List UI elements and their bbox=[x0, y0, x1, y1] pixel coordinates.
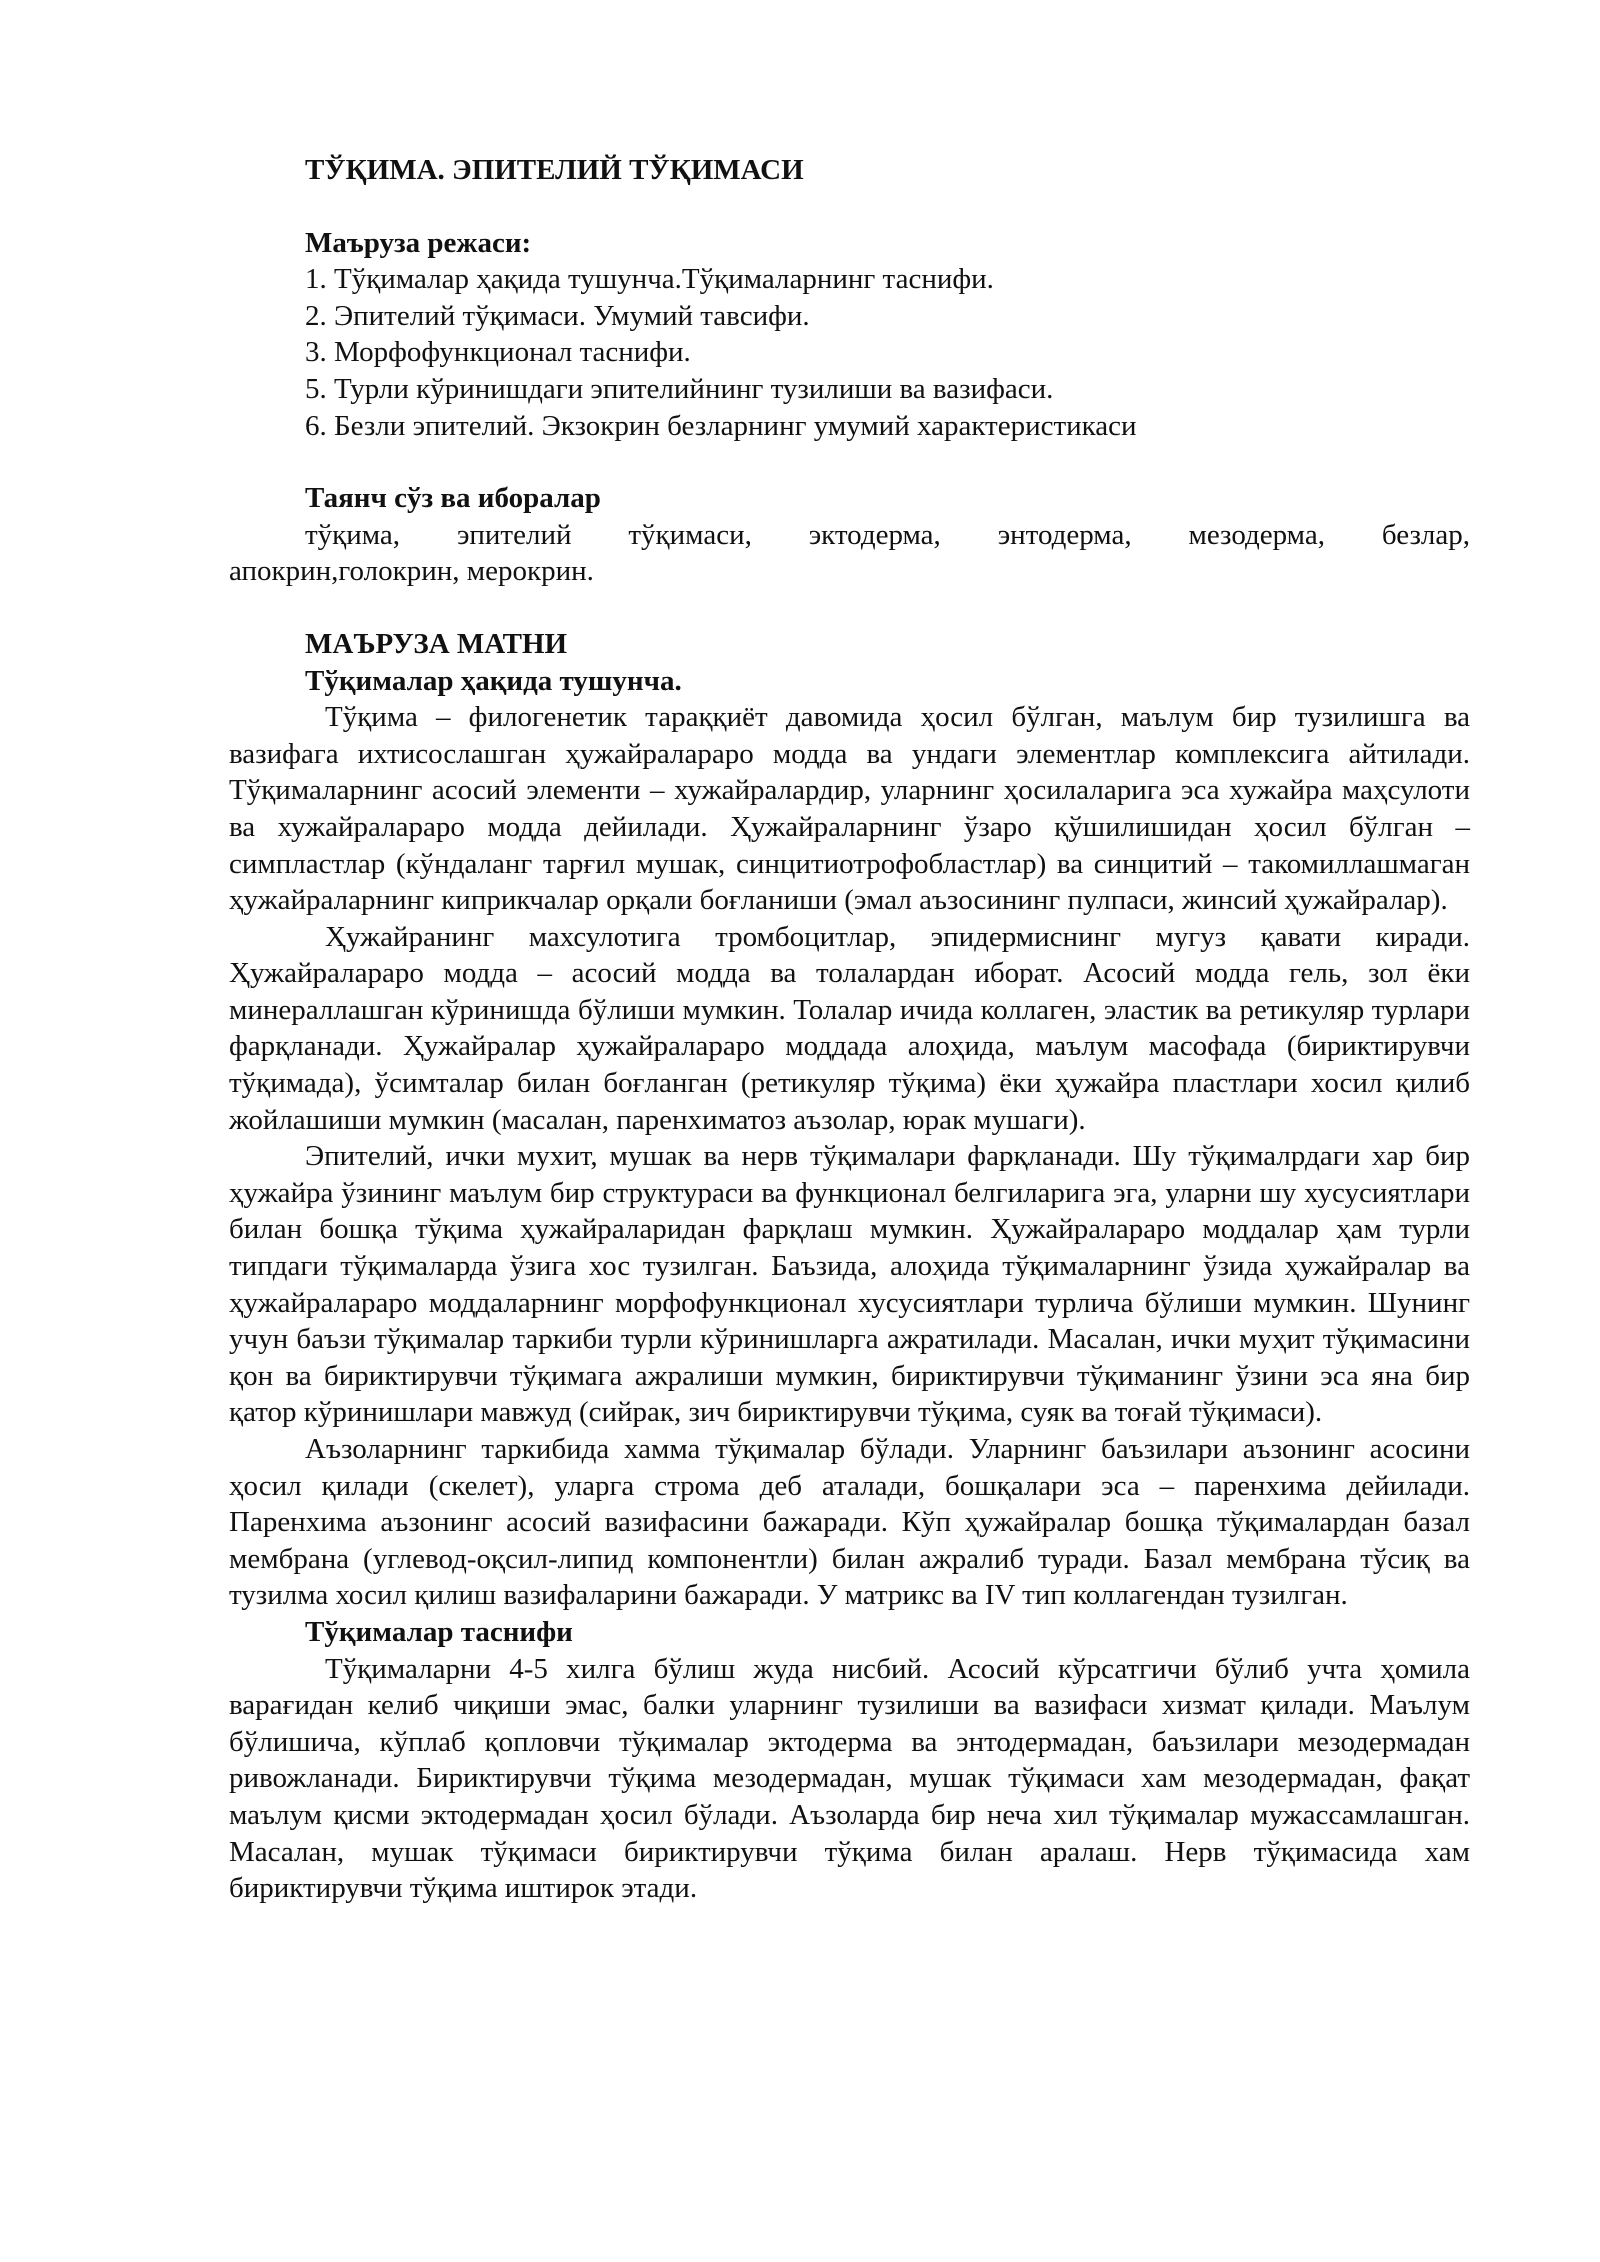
keywords-line-continued: апокрин,голокрин, мерокрин. bbox=[229, 555, 594, 588]
section-heading: Тўқималар ҳақида тушунча. bbox=[305, 664, 682, 697]
body-paragraph: Аъзоларнинг таркибида хамма тўқималар бўлади. Уларнинг баъзилари аъзонинг асосини ҳосил қилади (скелет), уларга строма деб аталади, бошқалари эса – паренхима дейилади. Паренхима аъзонинг асосий вазифасини бажаради. Кўп ҳужайралар бошқа тўқималардан базал мембрана (углевод-оқсил-липид компонентли) билан ажралиб туради. Базал мембрана тўсиқ ва тузилма хосил қилиш вазифаларини бажаради. У матрикс ва IV тип коллагендан тузилган. bbox=[229, 1433, 1470, 1612]
keywords-heading: Таянч сўз ва иборалар bbox=[305, 482, 601, 515]
body-paragraph: Тўқималарни 4-5 хилга бўлиш жуда нисбий. Асосий кўрсатгичи бўлиб учта ҳомила варағидан келиб чиқиши эмас, балки уларнинг тузилиши ва вазифаси хизмат қилади. Маълум бўлишича, кўплаб қопловчи тўқималар эктодерма ва энтодермадан, баъзилари мезодермадан ривожланади. Бириктирувчи тўқима мезодермадан, мушак тўқимаси хам мезодермадан, фақат маълум қисми эктодермадан ҳосил бўлади. Аъзоларда бир неча хил тўқималар мужассамлашган. Масалан, мушак тўқимаси бириктирувчи тўқима билан аралаш. Нерв тўқимасида хам бириктирувчи тўқима иштирок этади. bbox=[229, 1652, 1470, 1905]
plan-item: 5. Турли кўринишдаги эпителийнинг тузилиши ва вазифаси. bbox=[305, 372, 1054, 405]
plan-item: 2. Эпителий тўқимаси. Умумий тавсифи. bbox=[305, 299, 810, 332]
plan-item: 3. Морфофункционал таснифи. bbox=[305, 336, 691, 369]
document-title: ТЎҚИМА. ЭПИТЕЛИЙ ТЎҚИМАСИ bbox=[305, 154, 804, 186]
document-page bbox=[229, 140, 1470, 1907]
plan-item: 1. Тўқималар ҳақида тушунча.Тўқималарнинг таснифи. bbox=[305, 263, 994, 296]
keywords-line: тўқима, эпителий тўқимаси, эктодерма, энтодерма, мезодерма, безлар, bbox=[305, 518, 1470, 551]
plan-list bbox=[229, 261, 1470, 444]
body-paragraph: Тўқима – филогенетик тараққиёт давомида ҳосил бўлган, маълум бир тузилишга ва вазифага ихтисослашган ҳужайралараро модда ва ундаги элементлар комплексига айтилади. Тўқималарнинг асосий элементи – хужайралардир, уларнинг ҳосилаларига эса хужайра маҳсулоти ва хужайралараро модда дейилади. Ҳужайраларнинг ўзаро қўшилишидан ҳосил бўлган – симпластлар (кўндаланг тарғил мушак, синцитиотрофобластлар) ва синцитий – такомиллашмаган ҳужайраларнинг киприкчалар орқали боғланиши (эмал аъзосининг пулпаси, жинсий ҳужайралар). bbox=[229, 701, 1470, 917]
plan-heading: Маъруза режаси: bbox=[305, 226, 532, 259]
lecture-heading: МАЪРУЗА МАТНИ bbox=[305, 627, 568, 660]
section-heading: Тўқималар таснифи bbox=[305, 1615, 573, 1648]
body-paragraph: Эпителий, ички мухит, мушак ва нерв тўқималари фарқланади. Шу тўқималрдаги хар бир ҳужайра ўзининг маълум бир структураси ва функционал белгиларига эга, уларни шу хусусиятлари билан бошқа тўқима ҳужайраларидан фарқлаш мумкин. Ҳужайралараро моддалар ҳам турли типдаги тўқималарда ўзига хос тузилган. Баъзида, алоҳида тўқималарнинг ўзида ҳужайралар ва ҳужайралараро моддаларнинг морфофункционал хусусиятлари турлича бўлиши мумкин. Шунинг учун баъзи тўқималар таркиби турли кўринишларга ажратилади. Масалан, ички муҳит тўқимасини қон ва бириктирувчи тўқимага ажралиши мумкин, бириктирувчи тўқиманинг ўзини эса яна бир қатор кўринишлари мавжуд (сийрак, зич бириктирувчи тўқима, суяк ва тоғай тўқимаси). bbox=[229, 1140, 1470, 1429]
section-spacer bbox=[229, 590, 1470, 626]
plan-item: 6. Безли эпителий. Экзокрин безларнинг умумий характеристикаси bbox=[305, 409, 1137, 442]
body-paragraph: Ҳужайранинг махсулотига тромбоцитлар, эпидермиснинг мугуз қавати киради. Ҳужайралараро модда – асосий модда ва толалардан иборат. Асосий модда гель, зол ёки минераллашган кўринишда бўлиши мумкин. Толалар ичида коллаген, эластик ва ретикуляр турлари фарқланади. Ҳужайралар ҳужайралараро моддада алоҳида, маълум масофада (бириктирувчи тўқимада), ўсимталар билан боғланган (ретикуляр тўқима) ёки ҳужайра пластлари хосил қилиб жойлашиши мумкин (масалан, паренхиматоз аъзолар, юрак мушаги). bbox=[229, 920, 1470, 1136]
section-spacer bbox=[229, 444, 1470, 480]
